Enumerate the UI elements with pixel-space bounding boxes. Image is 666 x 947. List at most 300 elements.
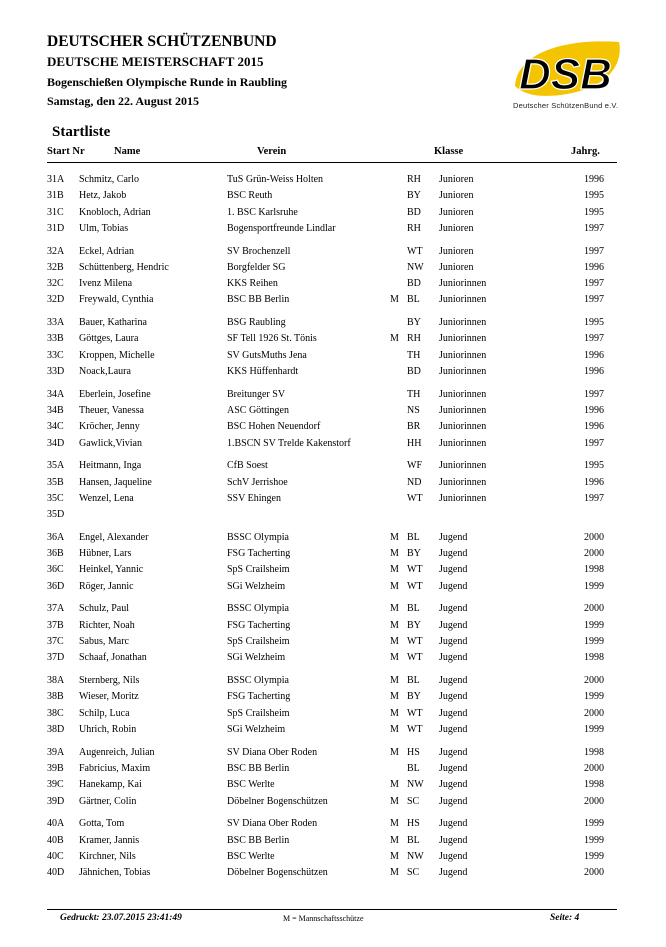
cell-klasse: Jugend: [439, 707, 468, 719]
cell-klasse: Juniorinnen: [439, 421, 487, 433]
cell-klasse: Junioren: [439, 245, 474, 257]
cell-start: 38B: [47, 691, 64, 703]
cell-klasse: Juniorinnen: [439, 437, 487, 449]
cell-start: 32D: [47, 294, 65, 306]
cell-start: 34B: [47, 405, 64, 417]
cell-klasse: Juniorinnen: [439, 388, 487, 400]
cell-start: 33D: [47, 366, 65, 378]
cell-name: Ulm, Tobias: [79, 222, 129, 234]
cell-land: BD: [407, 366, 421, 378]
cell-jahrg: 1999: [584, 691, 604, 703]
cell-name: Hansen, Jaqueline: [79, 476, 152, 488]
cell-land: WT: [407, 245, 423, 257]
cell-klasse: Jugend: [439, 834, 468, 846]
table-row: [0, 276, 666, 292]
cell-land: RH: [407, 222, 421, 234]
cell-verein: SpS Crailsheim: [227, 564, 290, 576]
cell-land: BY: [407, 691, 421, 703]
cell-name: Kirchner, Nils: [79, 850, 136, 862]
cell-name: Knobloch, Adrian: [79, 206, 151, 218]
cell-verein: SF Tell 1926 St. Tönis: [227, 333, 317, 345]
cell-start: 37A: [47, 603, 65, 615]
table-row: [0, 387, 666, 403]
cell-name: Röger, Jannic: [79, 580, 134, 592]
cell-klasse: Jugend: [439, 723, 468, 735]
cell-verein: BSSC Olympia: [227, 603, 289, 615]
cell-klasse: Juniorinnen: [439, 492, 487, 504]
cell-name: Gawlick,Vivian: [79, 437, 142, 449]
cell-jahrg: 1996: [584, 405, 604, 417]
table-row: [0, 706, 666, 722]
cell-klasse: Jugend: [439, 675, 468, 687]
cell-start: 33A: [47, 317, 65, 329]
table-row: [0, 745, 666, 761]
cell-land: ND: [407, 476, 422, 488]
cell-klasse: Jugend: [439, 564, 468, 576]
cell-name: Hübner, Lars: [79, 548, 132, 560]
cell-land: SC: [407, 867, 420, 879]
table-row: [0, 364, 666, 380]
cell-name: Kramer, Jannis: [79, 834, 140, 846]
header-divider: [47, 162, 617, 163]
cell-klasse: Jugend: [439, 850, 468, 862]
cell-jahrg: 1996: [584, 421, 604, 433]
logo-subtitle: Deutscher SchützenBund e.V.: [513, 101, 619, 110]
cell-verein: Döbelner Bogenschützen: [227, 795, 328, 807]
cell-land: NW: [407, 779, 424, 791]
cell-jahrg: 1999: [584, 580, 604, 592]
cell-jahrg: 1997: [584, 222, 604, 234]
cell-start: 31D: [47, 222, 65, 234]
cell-klasse: Jugend: [439, 691, 468, 703]
cell-start: 33B: [47, 333, 64, 345]
cell-land: WT: [407, 492, 423, 504]
table-row: [0, 849, 666, 865]
cell-verein: BSSC Olympia: [227, 675, 289, 687]
table-row: [0, 221, 666, 237]
table-row: [0, 579, 666, 595]
cell-start: 31B: [47, 190, 64, 202]
cell-jahrg: 1999: [584, 636, 604, 648]
cell-start: 37B: [47, 619, 64, 631]
cell-verein: FSG Tacherting: [227, 548, 291, 560]
cell-land: WT: [407, 652, 423, 664]
cell-verein: SGi Welzheim: [227, 723, 286, 735]
cell-start: 35B: [47, 476, 64, 488]
cell-m: M: [390, 603, 399, 615]
cell-land: BY: [407, 317, 421, 329]
cell-land: BL: [407, 762, 420, 774]
table-row: [0, 865, 666, 881]
cell-verein: Breitunger SV: [227, 388, 286, 400]
cell-land: WT: [407, 580, 423, 592]
table-row: [0, 777, 666, 793]
cell-verein: KKS Reihen: [227, 278, 278, 290]
cell-klasse: Juniorinnen: [439, 366, 487, 378]
table-row: [0, 331, 666, 347]
cell-verein: Bogensportfreunde Lindlar: [227, 222, 336, 234]
cell-land: HS: [407, 746, 420, 758]
cell-name: Theuer, Vanessa: [79, 405, 144, 417]
cell-land: TH: [407, 349, 421, 361]
cell-name: Schulz, Paul: [79, 603, 129, 615]
cell-klasse: Juniorinnen: [439, 349, 487, 361]
cell-name: Göttges, Laura: [79, 333, 139, 345]
cell-land: RH: [407, 174, 421, 185]
cell-jahrg: 1997: [584, 294, 604, 306]
federation-title: DEUTSCHER SCHÜTZENBUND: [47, 33, 277, 50]
cell-name: Gotta, Tom: [79, 818, 125, 830]
cell-klasse: Juniorinnen: [439, 278, 487, 290]
table-row: [0, 761, 666, 777]
cell-name: Heitmann, Inga: [79, 460, 142, 472]
cell-land: BL: [407, 603, 420, 615]
cell-land: BL: [407, 294, 420, 306]
cell-m: M: [390, 691, 399, 703]
col-header-name: Name: [114, 146, 141, 157]
cell-name: Jähnichen, Tobias: [79, 867, 151, 879]
cell-jahrg: 2000: [584, 867, 604, 879]
cell-jahrg: 2000: [584, 795, 604, 807]
cell-name: Schaaf, Jonathan: [79, 652, 147, 664]
cell-klasse: Jugend: [439, 619, 468, 631]
cell-name: Freywald, Cynthia: [79, 294, 154, 306]
cell-land: BL: [407, 834, 420, 846]
cell-verein: SSV Ehingen: [227, 492, 281, 504]
cell-m: M: [390, 652, 399, 664]
cell-start: 36A: [47, 531, 65, 543]
cell-start: 35C: [47, 492, 64, 504]
cell-name: Heinkel, Yannic: [79, 564, 144, 576]
table-row: [0, 530, 666, 546]
cell-verein: BSC Reuth: [227, 190, 273, 202]
cell-name: Noack,Laura: [79, 366, 131, 378]
team-legend: M = Mannschaftsschütze: [283, 914, 364, 923]
page-number: Seite: 4: [550, 913, 580, 923]
cell-start: 34C: [47, 421, 64, 433]
cell-start: 33C: [47, 349, 64, 361]
cell-m: M: [390, 580, 399, 592]
table-row: [0, 562, 666, 578]
cell-jahrg: 1996: [584, 261, 604, 273]
cell-name: Kroppen, Michelle: [79, 349, 155, 361]
cell-land: NW: [407, 850, 424, 862]
table-row: [0, 794, 666, 810]
cell-land: WT: [407, 723, 423, 735]
cell-start: 34A: [47, 388, 65, 400]
cell-start: 40B: [47, 834, 64, 846]
cell-land: NW: [407, 261, 424, 273]
cell-jahrg: 1997: [584, 388, 604, 400]
cell-klasse: Jugend: [439, 762, 468, 774]
cell-m: M: [390, 333, 399, 345]
cell-m: M: [390, 867, 399, 879]
cell-verein: CfB Soest: [227, 460, 268, 472]
cell-jahrg: 1998: [584, 746, 604, 758]
cell-jahrg: 1996: [584, 349, 604, 361]
cell-start: 40D: [47, 867, 65, 879]
cell-jahrg: 2000: [584, 762, 604, 774]
cell-m: M: [390, 564, 399, 576]
cell-verein: BSC Hohen Neuendorf: [227, 421, 321, 433]
table-row: [0, 403, 666, 419]
cell-verein: 1. BSC Karlsruhe: [227, 206, 298, 218]
table-row: [0, 833, 666, 849]
cell-land: HS: [407, 818, 420, 830]
cell-m: M: [390, 548, 399, 560]
cell-verein: TuS Grün-Weiss Holten: [227, 174, 324, 185]
table-row: [0, 260, 666, 276]
col-header-start: Start Nr: [47, 146, 85, 157]
cell-jahrg: 1995: [584, 317, 604, 329]
start-list-table: [0, 172, 666, 881]
cell-jahrg: 1999: [584, 818, 604, 830]
table-row: [0, 172, 666, 188]
cell-land: BY: [407, 190, 421, 202]
cell-jahrg: 1999: [584, 619, 604, 631]
cell-verein: SV Diana Ober Roden: [227, 818, 318, 830]
cell-land: BY: [407, 619, 421, 631]
cell-start: 37C: [47, 636, 64, 648]
cell-start: 32A: [47, 245, 65, 257]
table-row: [0, 491, 666, 507]
cell-verein: SpS Crailsheim: [227, 707, 290, 719]
cell-m: M: [390, 818, 399, 830]
col-header-verein: Verein: [257, 146, 287, 157]
cell-klasse: Junioren: [439, 261, 474, 273]
cell-verein: BSC Werlte: [227, 779, 275, 791]
cell-klasse: Junioren: [439, 222, 474, 234]
cell-start: 39D: [47, 795, 65, 807]
cell-verein: BSC BB Berlin: [227, 834, 290, 846]
cell-jahrg: 1996: [584, 366, 604, 378]
cell-klasse: Juniorinnen: [439, 405, 487, 417]
cell-m: M: [390, 619, 399, 631]
cell-start: 38D: [47, 723, 65, 735]
cell-name: Gärtner, Colin: [79, 795, 137, 807]
cell-verein: BSSC Olympia: [227, 531, 289, 543]
cell-start: 35A: [47, 460, 65, 472]
cell-m: M: [390, 723, 399, 735]
cell-name: Bauer, Katharina: [79, 317, 147, 329]
cell-start: 35D: [47, 509, 65, 521]
cell-verein: FSG Tacherting: [227, 619, 291, 631]
cell-start: 39C: [47, 779, 64, 791]
cell-klasse: Jugend: [439, 746, 468, 758]
cell-name: Hetz, Jakob: [79, 190, 127, 202]
cell-land: BD: [407, 206, 421, 218]
cell-verein: BSC BB Berlin: [227, 762, 290, 774]
cell-verein: BSC Werlte: [227, 850, 275, 862]
cell-jahrg: 1995: [584, 460, 604, 472]
cell-land: BL: [407, 531, 420, 543]
cell-jahrg: 1998: [584, 779, 604, 791]
page-title: Startliste: [52, 124, 111, 140]
cell-klasse: Jugend: [439, 867, 468, 879]
cell-jahrg: 1996: [584, 476, 604, 488]
col-header-jahrg: Jahrg.: [571, 146, 600, 157]
cell-jahrg: 1997: [584, 245, 604, 257]
cell-verein: SpS Crailsheim: [227, 636, 290, 648]
table-row: [0, 650, 666, 666]
cell-verein: ASC Göttingen: [227, 405, 289, 417]
cell-jahrg: 2000: [584, 675, 604, 687]
cell-verein: SchV Jerrishoe: [227, 476, 288, 488]
cell-jahrg: 1997: [584, 492, 604, 504]
cell-m: M: [390, 834, 399, 846]
cell-start: 31C: [47, 206, 64, 218]
cell-klasse: Jugend: [439, 580, 468, 592]
table-row: [0, 315, 666, 331]
cell-land: WT: [407, 707, 423, 719]
cell-name: Engel, Alexander: [79, 531, 149, 543]
cell-verein: BSG Raubling: [227, 317, 286, 329]
cell-name: Sternberg, Nils: [79, 675, 140, 687]
cell-start: 36C: [47, 564, 64, 576]
cell-land: BY: [407, 548, 421, 560]
cell-land: BL: [407, 675, 420, 687]
cell-name: Wieser, Moritz: [79, 691, 139, 703]
table-row: [0, 188, 666, 204]
cell-jahrg: 2000: [584, 531, 604, 543]
cell-name: Eberlein, Josefine: [79, 388, 151, 400]
cell-name: Wenzel, Lena: [79, 492, 134, 504]
cell-land: HH: [407, 437, 422, 449]
cell-start: 39A: [47, 746, 65, 758]
cell-name: Schüttenberg, Hendric: [79, 261, 169, 273]
table-row: [0, 601, 666, 617]
cell-klasse: Junioren: [439, 174, 474, 185]
cell-m: M: [390, 636, 399, 648]
cell-klasse: Jugend: [439, 818, 468, 830]
cell-start: 38C: [47, 707, 64, 719]
cell-verein: SV GutsMuths Jena: [227, 349, 307, 361]
cell-land: TH: [407, 388, 421, 400]
cell-jahrg: 2000: [584, 548, 604, 560]
cell-verein: 1.BSCN SV Trelde Kakenstorf: [227, 437, 351, 449]
cell-m: M: [390, 779, 399, 791]
cell-klasse: Juniorinnen: [439, 317, 487, 329]
cell-name: Eckel, Adrian: [79, 245, 134, 257]
event-subtitle: Bogenschießen Olympische Runde in Raubling: [47, 75, 288, 89]
cell-start: 38A: [47, 675, 65, 687]
cell-verein: Borgfelder SG: [227, 261, 286, 273]
cell-verein: SV Diana Ober Roden: [227, 746, 318, 758]
cell-land: SC: [407, 795, 420, 807]
cell-klasse: Juniorinnen: [439, 476, 487, 488]
table-row: [0, 618, 666, 634]
table-row: [0, 689, 666, 705]
cell-start: 40A: [47, 818, 65, 830]
cell-klasse: Junioren: [439, 190, 474, 202]
cell-verein: BSC BB Berlin: [227, 294, 290, 306]
cell-jahrg: 1997: [584, 437, 604, 449]
event-date: Samstag, den 22. August 2015: [47, 94, 200, 108]
cell-verein: SV Brochenzell: [227, 245, 291, 257]
cell-verein: Döbelner Bogenschützen: [227, 867, 328, 879]
cell-m: M: [390, 531, 399, 543]
cell-land: WT: [407, 636, 423, 648]
cell-land: BD: [407, 278, 421, 290]
printed-timestamp: Gedruckt: 23.07.2015 23:41:49: [60, 913, 182, 923]
table-row: [0, 722, 666, 738]
cell-start: 31A: [47, 174, 65, 185]
cell-start: 37D: [47, 652, 65, 664]
championship-title: DEUTSCHE MEISTERSCHAFT 2015: [47, 54, 264, 69]
table-row: [0, 244, 666, 260]
cell-klasse: Jugend: [439, 779, 468, 791]
cell-klasse: Juniorinnen: [439, 333, 487, 345]
cell-name: Schmitz, Carlo: [79, 174, 139, 185]
table-row: [0, 507, 666, 523]
cell-land: BR: [407, 421, 421, 433]
cell-jahrg: 1998: [584, 652, 604, 664]
table-row: [0, 436, 666, 452]
cell-verein: KKS Hüffenhardt: [227, 366, 299, 378]
table-row: [0, 348, 666, 364]
logo-lettering: DSB: [519, 50, 612, 99]
cell-m: M: [390, 850, 399, 862]
cell-jahrg: 1999: [584, 850, 604, 862]
cell-klasse: Jugend: [439, 531, 468, 543]
table-row: [0, 546, 666, 562]
cell-name: Fabricius, Maxim: [79, 762, 151, 774]
table-row: [0, 475, 666, 491]
cell-jahrg: 1996: [584, 174, 604, 185]
table-row: [0, 816, 666, 832]
cell-verein: SGi Welzheim: [227, 580, 286, 592]
cell-jahrg: 1997: [584, 278, 604, 290]
cell-start: 32B: [47, 261, 64, 273]
table-row: [0, 205, 666, 221]
cell-m: M: [390, 707, 399, 719]
cell-klasse: Jugend: [439, 795, 468, 807]
table-row: [0, 419, 666, 435]
cell-m: M: [390, 294, 399, 306]
cell-start: 36B: [47, 548, 64, 560]
cell-land: WF: [407, 460, 422, 472]
cell-name: Hanekamp, Kai: [79, 779, 142, 791]
cell-name: Schilp, Luca: [79, 707, 130, 719]
cell-jahrg: 1998: [584, 564, 604, 576]
col-header-klasse: Klasse: [434, 146, 464, 157]
cell-start: 32C: [47, 278, 64, 290]
cell-klasse: Jugend: [439, 652, 468, 664]
cell-klasse: Juniorinnen: [439, 294, 487, 306]
cell-land: RH: [407, 333, 421, 345]
cell-klasse: Junioren: [439, 206, 474, 218]
cell-jahrg: 1995: [584, 190, 604, 202]
cell-name: Kröcher, Jenny: [79, 421, 140, 433]
cell-jahrg: 1999: [584, 723, 604, 735]
cell-m: M: [390, 675, 399, 687]
table-row: [0, 292, 666, 308]
cell-m: M: [390, 746, 399, 758]
cell-name: Richter, Noah: [79, 619, 135, 631]
cell-klasse: Jugend: [439, 548, 468, 560]
cell-name: Uhrich, Robin: [79, 723, 137, 735]
cell-jahrg: 2000: [584, 603, 604, 615]
cell-start: 36D: [47, 580, 65, 592]
cell-land: WT: [407, 564, 423, 576]
table-row: [0, 458, 666, 474]
cell-jahrg: 1997: [584, 333, 604, 345]
cell-jahrg: 1999: [584, 834, 604, 846]
cell-jahrg: 2000: [584, 707, 604, 719]
table-row: [0, 634, 666, 650]
cell-verein: SGi Welzheim: [227, 652, 286, 664]
cell-klasse: Juniorinnen: [439, 460, 487, 472]
